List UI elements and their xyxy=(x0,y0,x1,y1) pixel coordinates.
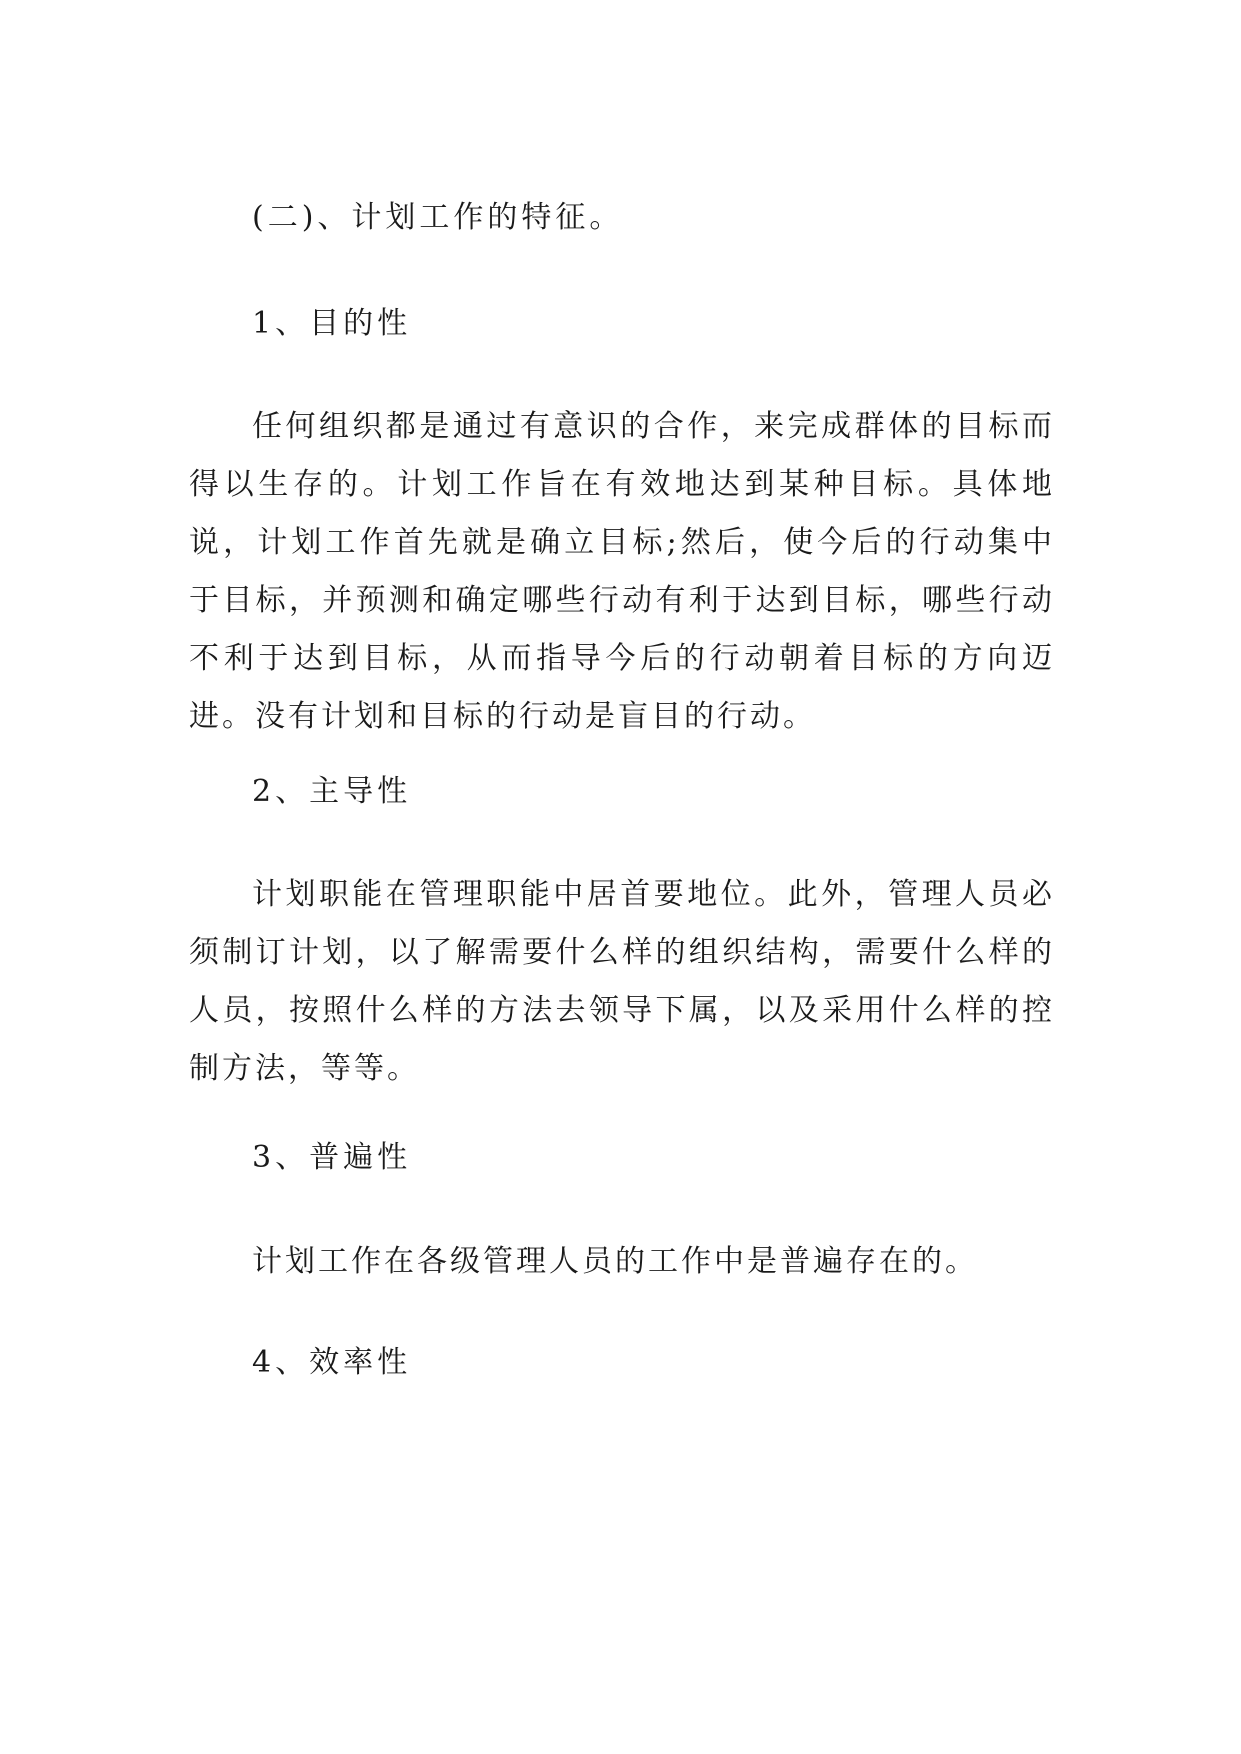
item-heading-purpose: 1、目的性 xyxy=(252,306,412,341)
item-heading-leading: 2、主导性 xyxy=(252,774,412,809)
item-heading-efficiency: 4、效率性 xyxy=(252,1345,412,1380)
item-body-leading: 计划职能在管理职能中居首要地位。此外，管理人员必须制订计划，以了解需要什么样的组织结构，需要什么样的人员，按照什么样的方法去领导下属，以及采用什么样的控制方法，等等。 xyxy=(189,877,1055,1086)
item-body-purpose: 任何组织都是通过有意识的合作，来完成群体的目标而得以生存的。计划工作旨在有效地达到某种目标。具体地说，计划工作首先就是确立目标;然后，使今后的行动集中于目标，并预测和确定哪些行动有利于达到目标，哪些行动不利于达到目标，从而指导今后的行动朝着目标的方向迈进。没有计划和目标的行动是盲目的行动。 xyxy=(189,409,1055,734)
item-heading-universality: 3、普遍性 xyxy=(252,1140,412,1175)
section-title: (二)、计划工作的特征。 xyxy=(252,200,624,235)
item-body-universality: 计划工作在各级管理人员的工作中是普遍存在的。 xyxy=(252,1244,978,1279)
